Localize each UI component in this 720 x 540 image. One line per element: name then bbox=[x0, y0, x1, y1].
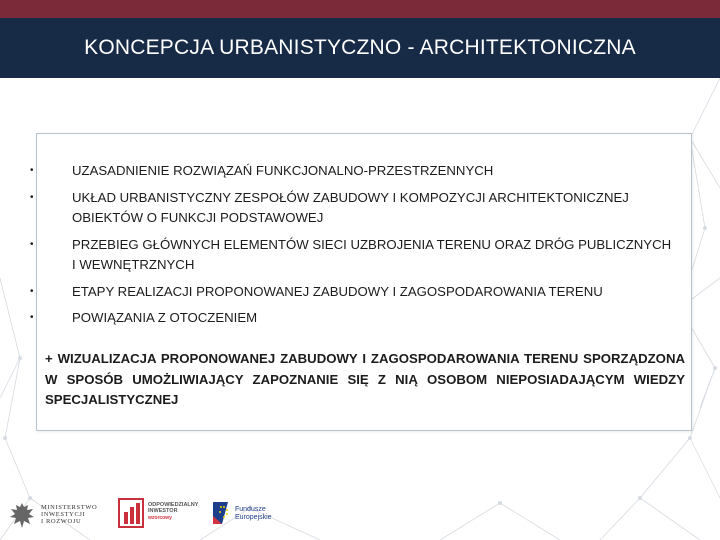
ministry-line3: I ROZWOJU bbox=[41, 518, 82, 525]
list-item-text: UKŁAD URBANISTYCZNY ZESPOŁÓW ZABUDOWY I KOMPOZYCJI ARCHITEKTONICZNEJ OBIEKTÓW O FUNKCJI PODSTAWOWEJ bbox=[72, 189, 629, 225]
list-item bbox=[30, 161, 677, 182]
list-item bbox=[30, 282, 677, 303]
odpowiedzialny-line1: ODPOWIEDZIALNY bbox=[148, 502, 199, 508]
visualization-note: + WIZUALIZACJA PROPONOWANEJ ZABUDOWY I ZAGOSPODAROWANIA TERENU SPORZĄDZONA W SPOSÓB UMOŻLIWIAJĄCY ZAPOZNANIE SIĘ Z NIĄ OSOBOM NIEPOSIADAJĄCYM WIEDZY SPECJALISTYCZNEJ bbox=[45, 351, 685, 407]
bullet-marker: • bbox=[30, 285, 34, 297]
building-icon bbox=[118, 498, 144, 528]
list-item-text: ETAPY REALIZACJI PROPONOWANEJ ZABUDOWY I ZAGOSPODAROWANIA TERENU bbox=[72, 283, 603, 299]
odpowiedzialny-line3: wzorcowy bbox=[148, 515, 172, 521]
ministry-line1: MINISTERSTWO bbox=[41, 504, 98, 511]
eu-stars-icon bbox=[210, 498, 232, 526]
fundusze-line2: Europejskie bbox=[235, 514, 272, 521]
list-item-text: PRZEBIEG GŁÓWNYCH ELEMENTÓW SIECI UZBROJENIA TERENU ORAZ DRÓG PUBLICZNYCH I WEWNĘTRZNYCH bbox=[72, 236, 672, 272]
requirements-list bbox=[30, 161, 677, 335]
eagle-emblem-icon bbox=[8, 500, 36, 530]
list-item-text: POWIĄZANIA Z OTOCZENIEM bbox=[72, 310, 258, 325]
footer-logos bbox=[0, 492, 400, 540]
list-item-text: UZASADNIENIE ROZWIĄZAŃ FUNKCJONALNO-PRZESTRZENNYCH bbox=[72, 163, 494, 178]
top-accent-stripe bbox=[0, 0, 720, 18]
ministry-line2: INWESTYCJI bbox=[41, 511, 86, 518]
fundusze-line1: Fundusze bbox=[235, 506, 266, 513]
odpowiedzialny-line2: INWESTOR bbox=[148, 508, 178, 514]
list-item bbox=[30, 235, 677, 276]
ministry-logo bbox=[8, 492, 106, 532]
bullet-marker: • bbox=[30, 191, 34, 203]
slide-title: KONCEPCJA URBANISTYCZNO - ARCHITEKTONICZNA bbox=[84, 36, 636, 59]
list-item bbox=[30, 308, 677, 329]
bullet-marker: • bbox=[30, 312, 34, 323]
bullet-marker: • bbox=[30, 165, 34, 176]
bullet-marker: • bbox=[30, 238, 34, 250]
fundusze-europejskie-logo bbox=[210, 492, 290, 532]
content-box bbox=[30, 133, 692, 431]
list-item bbox=[30, 188, 677, 229]
title-bar bbox=[0, 18, 720, 78]
odpowiedzialny-inwestor-logo bbox=[118, 492, 206, 532]
